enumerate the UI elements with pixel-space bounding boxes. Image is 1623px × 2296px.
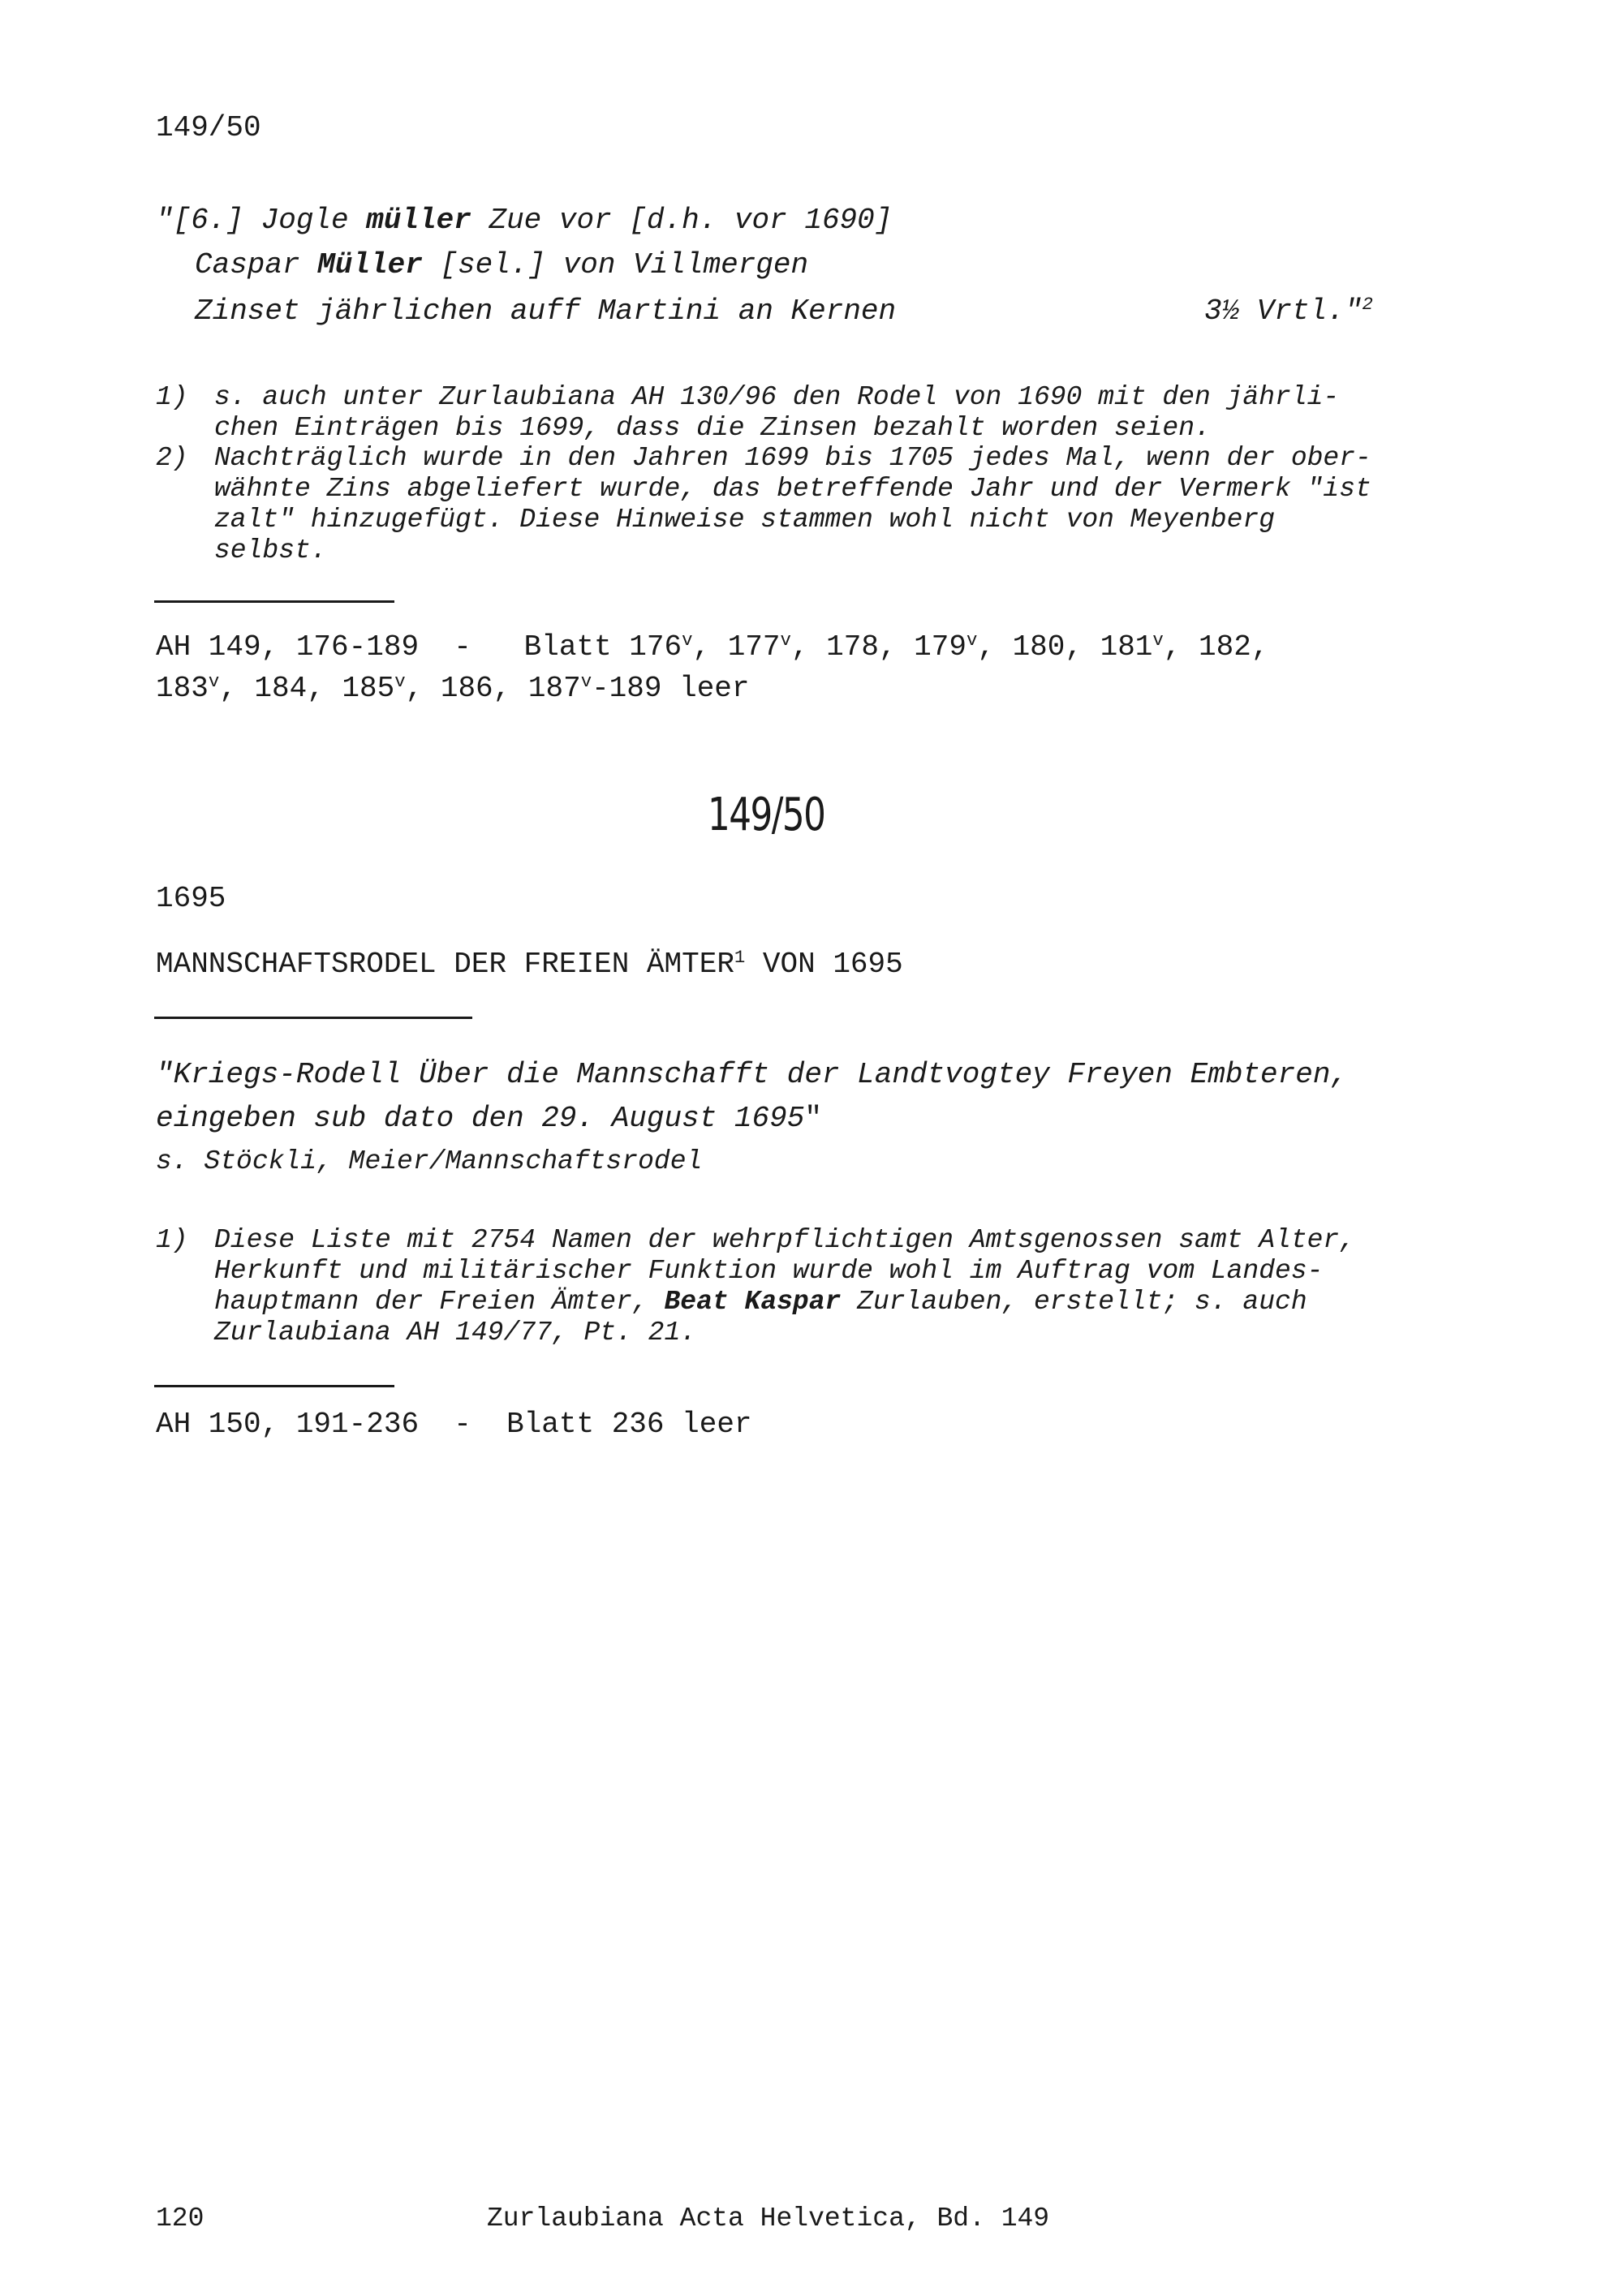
document-year: 1695: [156, 882, 226, 915]
reference-line-2: 183$^v$, 184, 185$^v$, 186, 187$^v$-189 leer: [156, 670, 750, 705]
separator-rule: [154, 1017, 472, 1019]
separator-rule: [154, 600, 394, 603]
entry1-line2: Caspar Müller [sel.] von Villmergen: [195, 248, 809, 282]
page-number: 120: [156, 2204, 204, 2234]
quote-line-2: eingeben sub dato den 29. August 1695": [156, 1102, 822, 1135]
entry1-line1: "[6.] Jogle müller Zue vor [d.h. vor 1690]: [156, 204, 893, 237]
entry1-line3: Zinset jährlichen auff Martini an Kernen: [195, 295, 897, 328]
document-title: 149/50: [708, 789, 825, 841]
publication-title: Zurlaubiana Acta Helvetica, Bd. 149: [487, 2204, 1050, 2234]
entry1-amount: 3½ Vrtl."$^2$: [1204, 293, 1373, 328]
document-heading: MANNSCHAFTSRODEL DER FREIEN ÄMTER$^1$ VON 1695: [156, 946, 903, 981]
see-also-reference: s. Stöckli, Meier/Mannschaftsrodel: [156, 1146, 703, 1176]
reference-line-entry2: AH 150, 191-236 - Blatt 236 leer: [156, 1408, 752, 1441]
page-header: 149/50: [156, 111, 261, 144]
separator-rule: [154, 1385, 394, 1387]
quote-line-1: "Kriegs-Rodell Über die Mannschafft der Landtvogtey Freyen Embteren,: [156, 1058, 1349, 1091]
reference-line-1: AH 149, 176-189 - Blatt 176$^v$, 177$^v$, 178, 179$^v$, 180, 181$^v$, 182,: [156, 629, 1269, 664]
